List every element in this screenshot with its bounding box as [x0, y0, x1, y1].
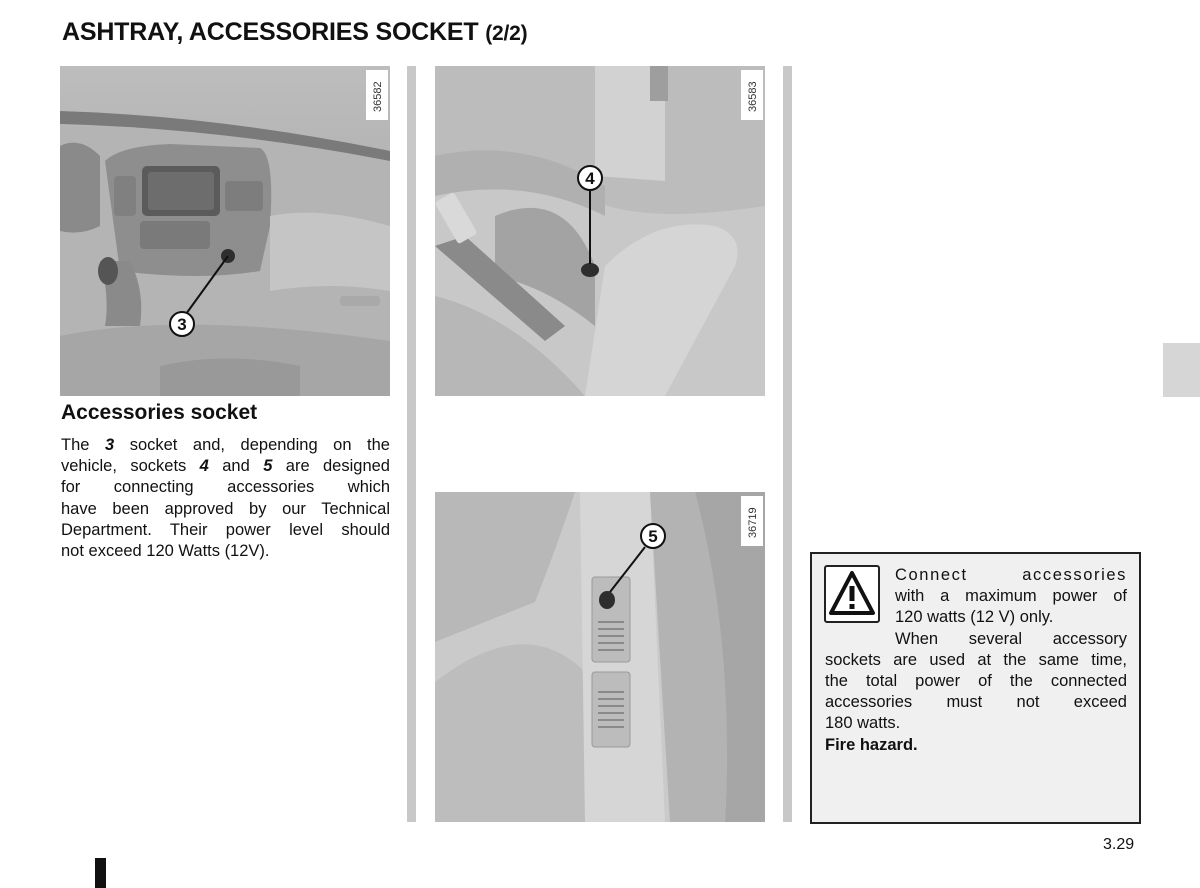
- page-title-suffix: (2/2): [485, 22, 528, 45]
- column-divider-right: [783, 66, 792, 822]
- body-line: [61, 520, 390, 541]
- body-text-run: Department. Their power level should: [61, 520, 390, 539]
- callout-reference: 3: [104, 436, 115, 454]
- figure-ref-36582: 36582: [372, 81, 384, 112]
- warning-line: sockets are used at the same time,: [825, 650, 1127, 669]
- figure-ref-36719: 36719: [747, 507, 759, 538]
- callout-reference: 5: [263, 457, 273, 476]
- warning-line: the total power of the connected: [825, 672, 1127, 690]
- body-paragraph: [61, 435, 390, 562]
- warning-line: 120 watts (12 V) only.: [895, 608, 1054, 627]
- warning-box: [810, 552, 1141, 824]
- body-text-run: vehicle, sockets: [61, 457, 200, 476]
- column-divider-left: [407, 66, 416, 822]
- callout-reference: 4: [199, 457, 209, 476]
- page-title: [62, 18, 527, 47]
- body-text-run: socket and, depending on the: [114, 436, 390, 454]
- body-line: [61, 477, 390, 498]
- warning-triangle-icon: [824, 565, 880, 623]
- body-text-run: and: [208, 457, 264, 476]
- body-text-run: The: [61, 436, 105, 454]
- body-line: [61, 541, 390, 562]
- page-number: 3.29: [1103, 836, 1135, 853]
- seat-photo: [435, 66, 765, 396]
- warning-line: Connect accessories: [895, 566, 1127, 584]
- callout-5: 5: [648, 527, 658, 546]
- warning-line: with a maximum power of: [895, 587, 1127, 606]
- chapter-tab: [1163, 343, 1200, 397]
- warning-line: accessories must not exceed: [825, 693, 1127, 712]
- warning-line: When several accessory: [895, 629, 1127, 648]
- warning-line: 180 watts.: [825, 714, 901, 733]
- fire-hazard-label: Fire hazard.: [825, 735, 918, 754]
- figure-ref-36583: 36583: [747, 81, 759, 112]
- page-edge-marker: [95, 858, 106, 888]
- callout-3: 3: [177, 315, 187, 334]
- section-heading: Accessories socket: [61, 401, 258, 424]
- body-text-run: not exceed 120 Watts (12V).: [61, 542, 270, 561]
- page-title-text: ASHTRAY, ACCESSORIES SOCKET: [62, 18, 479, 46]
- pillar-photo: [435, 492, 765, 822]
- body-line: [61, 435, 390, 456]
- body-text-run: have been approved by our Technical: [61, 499, 390, 518]
- dashboard-photo: [60, 66, 390, 396]
- body-line: [61, 456, 390, 477]
- body-line: [61, 499, 390, 520]
- body-text-run: for connecting accessories which: [61, 478, 390, 497]
- body-text-run: are designed: [272, 457, 390, 476]
- callout-4: 4: [585, 169, 595, 188]
